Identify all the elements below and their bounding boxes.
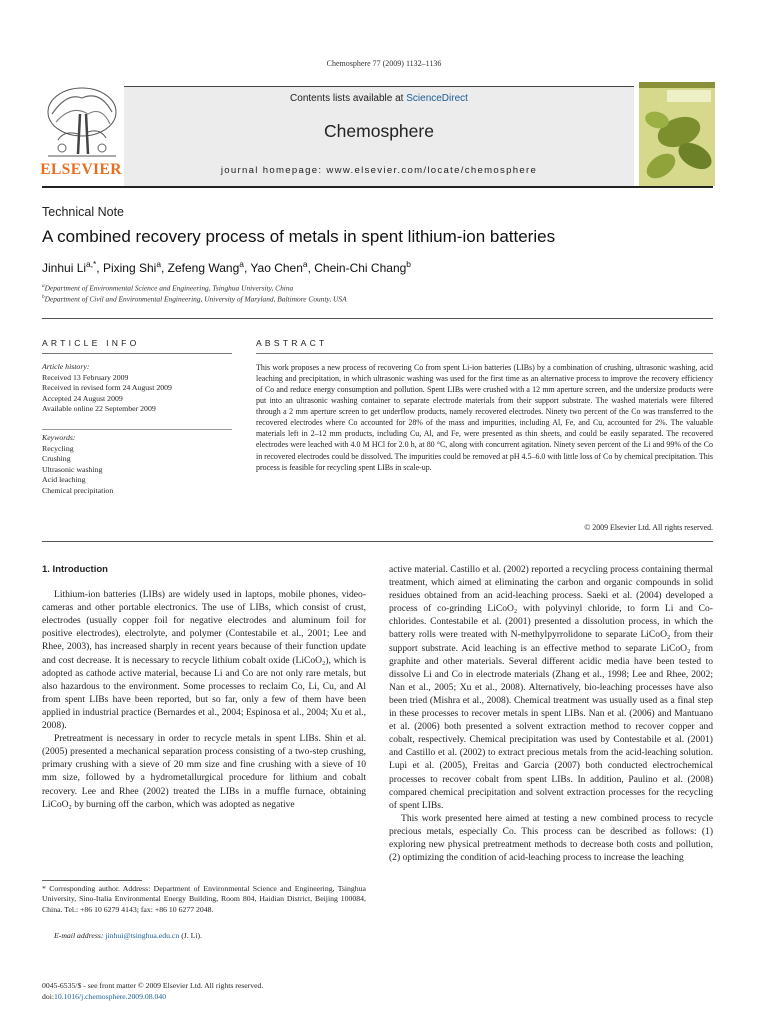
body-right-column [389,563,713,864]
contents-prefix: Contents lists available at [290,93,404,104]
keywords-rule [42,429,232,430]
email-label: E-mail address: [54,931,104,940]
keyword: Chemical precipitation [42,485,114,495]
email-suffix: (J. Li). [181,931,203,940]
intro-paragraph-2: Pretreatment is necessary in order to recycle metals in spent LIBs. Shin et al. (2005) presented a mechanical separation process consisting of a two-step crushing, primary crushing with a sieve of 20 mm size and fine crushing with a sieve of 10 mm size, followed by a hydrometallurgical procedure for lithium and cobalt recovery. Lee and Rhee (2002) treated the LIBs in a muffle furnace, obtaining LiCoO₂ by burning off the carbon, which was adopted as negative [42,733,366,810]
intro-paragraph-1: Lithium-ion batteries (LIBs) are widely used in laptops, mobile phones, video-cameras and other portable electronics. The use of LIBs, which consist of crust, electrodes (usually copper foil for negative electrodes and aluminum foil for positive electrodes), electrolyte, and polymer (Contestabile et al., 2001; Lee and Rhee, 2003), has increased sharply in recent years because of their function update and cost decrease. It is necessary to recycle lithium cobalt oxide (LiCoO₂), which is adopted as cathode active material, because Li and Co are not only rare metals, but also hazardous to the environment. Some processes to reclaim Co, Li, Cu, and Al from spent LIBs have been reported, but so far, only a few of them have been applied in industrial practice (Bernardes et al., 2004; Espinosa et al., 2004; Xu et al., 2008). [42,589,366,732]
affiliation-text: Department of Environmental Science and Engineering, Tsinghua University, China [44,283,294,293]
article-info-rule [42,353,232,354]
article-title: A combined recovery process of metals in spent lithium-ion batteries [42,227,556,246]
affiliation-b [42,294,347,303]
author-email-link[interactable]: jinhui@tsinghua.edu.cn [105,931,180,940]
journal-homepage[interactable]: journal homepage: www.elsevier.com/locate/chemosphere [220,165,538,176]
article-info-heading: ARTICLE INFO [42,338,140,348]
title-rule [42,318,713,319]
article-type: Technical Note [42,205,124,219]
issn-line: 0045-6535/$ - see front matter © 2009 Elsevier Ltd. All rights reserved. [42,981,264,990]
footnote-rule [42,880,142,881]
history-item: Received 13 February 2009 [42,372,129,382]
affiliation-text: Department of Civil and Environmental Engineering, University of Maryland, Baltimore County, USA [44,294,347,304]
author-email-line [42,931,378,941]
footnote-marker: * [42,884,46,893]
affiliation-a [42,283,293,292]
author-name[interactable]: Yao Chen [250,261,303,275]
corresponding-author-footnote [42,884,366,915]
author-affil-sup: b [406,259,411,269]
keywords-block [42,433,232,496]
history-label: Article history: [42,362,90,371]
keyword: Ultrasonic washing [42,464,103,474]
body-left-column [42,563,366,811]
affiliation-sup: b [42,294,45,300]
journal-name: Chemosphere [324,121,434,141]
journal-citation: Chemosphere 77 (2009) 1132–1136 [326,59,442,68]
abstract-copyright: © 2009 Elsevier Ltd. All rights reserved. [584,523,713,532]
article-history [42,362,232,415]
author-name[interactable]: Jinhui Li [42,261,87,275]
author-affil-sup: a [156,259,161,269]
sciencedirect-link[interactable]: ScienceDirect [406,93,468,104]
abstract-rule [256,353,713,354]
history-item: Available online 22 September 2009 [42,404,156,413]
author-list: Jinhui $Li^{a,*}$, Pixing Shi$^a$, Zefeng Wang$^a$, Yao Chen$^a$, Chein-Chi Chang$^b$ [42,259,411,275]
abstract-bottom-rule [42,541,713,542]
elsevier-logo-wordmark: ELSEVIER [40,161,122,178]
keyword: Crushing [42,454,71,463]
intro-paragraph-3: active material. Castillo et al. (2002) reported a recycling process containing thermal treatment, which aimed at eliminating the carbon and organic compounds in solid residues obtained from an acid-leaching process. Saeki et al. (2004) developed a process of co-grinding LiCoO₂ with polyvinyl chloride, to form Li and Co-chlorides. Contestabile et al. (2001) presented a dissolution process, in which the battery rolls were treated with N-methylpyrrolidone to separate LiCoO₂ from their support substrate. Acid leaching is an effective method to separate LiCoO₂ from graphite and other materials. Several different acidic media have been tested to dissolve Li and Co in electrode materials (Zhang et al., 1998; Lee and Rhee, 2002; Nan et al., 2005; Xu et al., 2008). Alternatively, bio-leaching processes have also been tried (Mishra et al., 2008). Chemical treatment was usually used as a final step in these processes to recover metals in spent LIBs. Nan et al. (2006) and Mantuano et al. (2006) both presented a solvent extraction method to recover copper and cobalt, respectively. Chemical precipitation was used by Contestabile et al. (2001) and Castillo et al. (2002) to extract precious metals from the acid-leaching solution. Lupi et al. (2005), Freitas and Garcia (2007) both conducted electrochemical processes to recover cobalt from spent LIBs. In addition, Paulino et al. (2008) compared chemical precipitation and solvent extraction processes for the recycling of spent LIBs. [389,564,713,811]
author-name[interactable]: Pixing Shi [102,261,157,275]
keywords-label: Keywords: [42,433,76,442]
section-heading-introduction: 1. Introduction [42,564,108,575]
doi-line [42,992,166,1003]
doi-link[interactable]: 10.1016/j.chemosphere.2009.08.040 [53,992,167,1001]
abstract-text: This work proposes a new process of recovering Co from spent Li-ion batteries (LIBs) by a combination of crushing, ultrasonic washing, acid leaching and precipitation, in which ultrasonic washing was used for the first time as an alternative process to improve the recovery efficiency of Co and reduce energy consumption and pollution. Spent LIBs were crushed with a 12 mm aperture screen, and the undersize products were put into an ultrasonic washing container to separate electrode materials from their support substrate. The washed materials were filtered through a 2 mm aperture screen to get underflow products, namely recovered electrodes. Ninety two percent of the Co was transferred to the recovered electrodes where Co accounted for 28% of the mass and impurities, including Al, Fe, and Cu, accounted for 2%. The valuable materials left in 2–12 mm products, including Cu, Al, and Fe, were presented as thin sheets, and could be easily separated. The recovered electrodes were leached with 4.0 M HCl for 2.0 h, at 80 °C, along with concurrent agitation. Ninety seven percent of the Li and 99% of the Co in recovered electrodes could be dissolved. The impurities could be removed at pH 4.5–6.0 with little loss of Co by chemical precipitation. This process is feasible for recycling spent LIBs in scale-up. [256,363,713,472]
contents-line [124,93,634,104]
author-name[interactable]: Chein-Chi Chang [314,261,407,275]
intro-paragraph-4: This work presented here aimed at testing a new combined process to recycle precious metals, especially Co. This process can be described as follows: (1) exploring new physical pretreatment methods to decrease both costs and pollution, (2) optimizing the condition of acid-leaching process to increase the leaching [389,812,713,864]
doi-prefix: doi: [42,992,54,1001]
abstract-heading: ABSTRACT [256,338,328,348]
keyword: Acid leaching [42,475,86,484]
history-item: Accepted 24 August 2009 [42,393,123,403]
author-name[interactable]: Zefeng Wang [167,261,240,275]
affiliation-sup: a [42,283,45,289]
keyword: Recycling [42,443,74,453]
footnote-text: Corresponding author. Address: Department of Environmental Science and Engineering, Tsinghua University, Sino-Italia Environmental Energy Building, Room 804, Haidian District, Beijing 100084, China. Tel.: +86 10 6279 4143; fax: +86 10 6277 2048. [42,884,366,914]
masthead-bottom-rule [42,186,713,188]
elsevier-tree-logo [42,84,122,164]
journal-cover-image [639,82,715,186]
author-affil-sup: a [239,259,244,269]
author-affil-sup: a [302,259,308,269]
author-affil-sup: a,* [86,259,97,269]
history-item: Received in revised form 24 August 2009 [42,383,172,392]
